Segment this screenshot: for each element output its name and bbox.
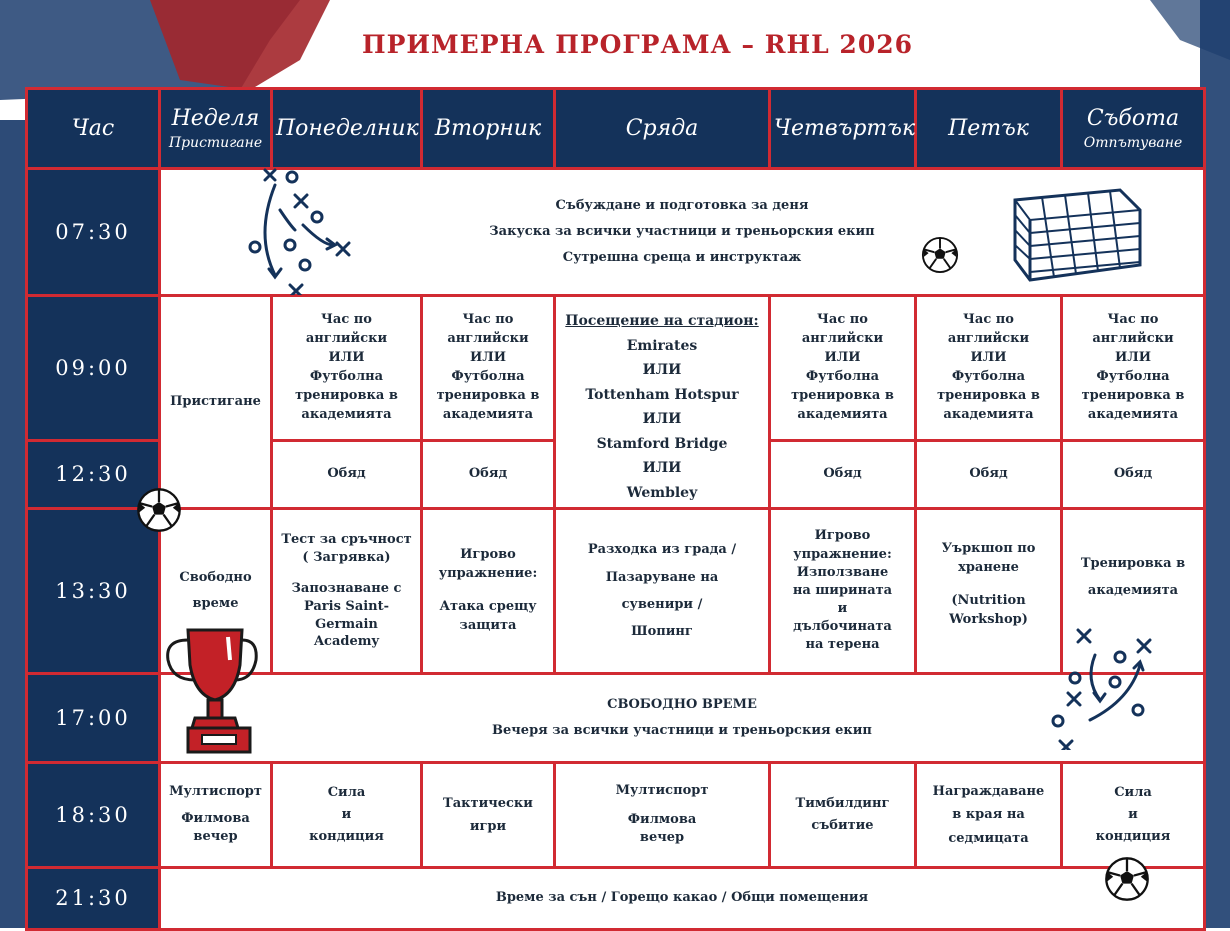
header-tuesday: Вторник <box>422 89 555 169</box>
morning-meeting-text: Сутрешна среща и инструктаж <box>562 250 802 265</box>
cell-1330-thursday <box>770 509 916 674</box>
cell-line: Germain <box>315 616 378 632</box>
cell-line: Тест за сръчност <box>281 532 412 548</box>
cell-line: Academy <box>313 634 380 650</box>
stadium-line: ИЛИ <box>642 411 682 427</box>
cell-line: Игрово <box>460 547 516 563</box>
header-saturday-label: Събота <box>1086 105 1180 131</box>
cell-line: академията <box>1087 583 1179 599</box>
time-0730: 07:30 <box>27 169 160 296</box>
cell-line: време <box>192 596 239 611</box>
cell-line: вечер <box>639 830 685 846</box>
row-2130 <box>27 868 1205 930</box>
header-sunday-label: Неделя <box>171 105 260 131</box>
soccer-ball-icon <box>921 236 959 274</box>
header-sunday-sub: Пристигане <box>168 135 263 152</box>
lesson-line: Футболна <box>1096 369 1170 384</box>
cell-line: защита <box>459 617 517 633</box>
tactics-board-icon <box>1050 625 1155 750</box>
cell-line: Тренировка в <box>1080 556 1186 571</box>
cell-line: Свободно <box>179 570 252 585</box>
cell-line: кондиция <box>309 829 384 845</box>
cell-line: хранене <box>958 559 1019 575</box>
cell-line: на терена <box>805 637 880 653</box>
dinner-text: Вечеря за всички участници и треньорския екип <box>492 723 872 738</box>
lesson-line: академията <box>797 406 888 422</box>
cell-1330-tuesday <box>422 509 555 674</box>
cell-line: дълбочината <box>793 619 892 635</box>
soccer-ball-icon <box>136 487 182 533</box>
header-monday: Понеделник <box>272 89 422 169</box>
cell-1830-friday <box>916 763 1062 868</box>
row-1830 <box>27 763 1205 868</box>
free-time-text: СВОБОДНО ВРЕМЕ <box>607 697 757 712</box>
football-goal-icon <box>1010 185 1145 285</box>
cell-1830-saturday <box>1062 763 1205 868</box>
cell-line: събитие <box>811 818 874 833</box>
lesson-line: Футболна <box>309 369 384 384</box>
cell-line: в края на <box>952 807 1025 823</box>
cell-1230-thursday: Обяд <box>770 441 916 509</box>
lesson-line: Футболна <box>805 369 880 384</box>
lesson-line: академията <box>301 406 392 422</box>
cell-line: Игрово <box>814 528 871 544</box>
cell-line: ( Загрявка) <box>302 549 391 565</box>
stadium-visit-title: Посещение на стадион: <box>565 313 759 329</box>
cell-line: (Nutrition <box>951 592 1026 608</box>
time-1230: 12:30 <box>27 441 160 509</box>
header-row <box>27 89 1205 169</box>
lesson-line: Час по <box>1107 312 1159 328</box>
stadium-line: Emirates <box>626 337 698 354</box>
time-1830: 18:30 <box>27 763 160 868</box>
time-2130: 21:30 <box>27 868 160 930</box>
cell-line: и <box>1128 806 1138 822</box>
time-1330: 13:30 <box>27 509 160 674</box>
stadium-line: ИЛИ <box>642 362 682 378</box>
cell-line: Сила <box>327 784 366 800</box>
cell-line: Workshop) <box>949 611 1028 627</box>
header-thursday: Четвъртък <box>770 89 916 169</box>
cell-0900-saturday <box>1062 296 1205 441</box>
header-friday: Петък <box>916 89 1062 169</box>
header-sunday <box>160 89 272 169</box>
cell-1830-wednesday <box>555 763 770 868</box>
lesson-line: ИЛИ <box>970 350 1007 366</box>
cell-line: игри <box>469 819 507 834</box>
cell-line: упражнение: <box>438 566 538 582</box>
stadium-line: Tottenham Hotspur <box>585 386 739 403</box>
cell-0900-wednesday <box>555 296 770 509</box>
cell-line: Пазаруване на <box>605 569 719 585</box>
cell-line: Мултиспорт <box>615 782 709 798</box>
lesson-line: академията <box>1087 406 1179 422</box>
page-title: ПРИМЕРНА ПРОГРАМА – RHL 2026 <box>361 30 914 59</box>
breakfast-text: Закуска за всички участници и треньорския екип <box>489 224 875 239</box>
stadium-line: ИЛИ <box>642 460 682 476</box>
stadium-line: Stamford Bridge <box>596 435 728 452</box>
lesson-line: Час по <box>963 312 1014 328</box>
lesson-line: академията <box>442 406 534 422</box>
lesson-line: ИЛИ <box>1114 350 1152 366</box>
lesson-line: ИЛИ <box>469 350 507 366</box>
cell-1700-all <box>160 674 1205 763</box>
lesson-line: ИЛИ <box>328 350 365 366</box>
cell-0900-sunday: Пристигане <box>160 296 272 509</box>
cell-line: Атака срещу <box>439 599 537 614</box>
lesson-line: английски <box>305 331 388 347</box>
lesson-line: Час по <box>321 312 372 328</box>
lesson-line: тренировка в <box>791 387 894 403</box>
cell-line: Филмова <box>627 811 697 827</box>
cell-line: Сила <box>1114 784 1152 800</box>
wake-up-text: Събуждане и подготовка за деня <box>555 198 809 213</box>
lesson-line: академията <box>943 406 1034 422</box>
tactics-board-icon <box>245 165 365 295</box>
cell-line: Използване <box>796 564 889 580</box>
lesson-line: тренировка в <box>295 387 398 403</box>
cell-line: Тимбилдинг <box>795 795 890 811</box>
lesson-line: тренировка в <box>1081 387 1185 403</box>
cell-line: вечер <box>193 829 238 845</box>
soccer-ball-icon <box>1104 856 1150 902</box>
lesson-line: английски <box>947 331 1030 347</box>
lesson-line: Футболна <box>451 369 525 384</box>
cell-0900-monday <box>272 296 422 441</box>
header-wednesday: Сряда <box>555 89 770 169</box>
cell-1830-sunday <box>160 763 272 868</box>
cell-1230-saturday: Обяд <box>1062 441 1205 509</box>
cell-line: Уъркшоп по <box>941 541 1036 556</box>
cell-line: упражнение: <box>793 546 892 562</box>
cell-1330-monday <box>272 509 422 674</box>
cell-1830-monday <box>272 763 422 868</box>
header-hour: Час <box>27 89 160 169</box>
cell-line: сувенири / <box>621 597 703 612</box>
lesson-line: английски <box>801 331 884 347</box>
cell-line: Разходка из града / <box>587 542 737 558</box>
cell-line: Шопинг <box>631 624 693 640</box>
lesson-line: Футболна <box>951 369 1026 384</box>
cell-1230-monday: Обяд <box>272 441 422 509</box>
cell-0900-thursday <box>770 296 916 441</box>
cell-1330-friday <box>916 509 1062 674</box>
lesson-line: тренировка в <box>937 387 1040 403</box>
cell-line: кондиция <box>1095 829 1171 845</box>
trophy-icon <box>160 625 260 755</box>
time-0900: 09:00 <box>27 296 160 441</box>
lesson-line: Час по <box>462 312 514 328</box>
cell-1330-wednesday <box>555 509 770 674</box>
cell-1830-tuesday <box>422 763 555 868</box>
lesson-line: Час по <box>817 312 868 328</box>
lesson-line: английски <box>447 331 529 347</box>
cell-0900-tuesday <box>422 296 555 441</box>
lesson-line: английски <box>1092 331 1174 347</box>
cell-1830-thursday <box>770 763 916 868</box>
cell-1230-friday: Обяд <box>916 441 1062 509</box>
cell-line: и <box>341 806 352 822</box>
cell-2130-all: Време за сън / Горещо какао / Общи помещения <box>160 868 1205 930</box>
cell-line: седмицата <box>948 830 1029 846</box>
row-0900 <box>27 296 1205 441</box>
header-saturday-sub: Отпътуване <box>1083 135 1183 152</box>
time-1700: 17:00 <box>27 674 160 763</box>
cell-line: Тактически <box>443 795 533 811</box>
cell-line: Филмова <box>181 810 250 826</box>
cell-1230-tuesday: Обяд <box>422 441 555 509</box>
stadium-line: Wembley <box>626 484 698 501</box>
cell-line: на ширината <box>792 582 893 598</box>
cell-line: Paris Saint- <box>303 599 390 614</box>
lesson-line: ИЛИ <box>824 350 861 366</box>
lesson-line: тренировка в <box>436 387 540 403</box>
cell-line: и <box>837 601 848 617</box>
cell-line: Награждаване <box>932 783 1045 799</box>
header-saturday <box>1062 89 1205 169</box>
cell-line: Мултиспорт <box>169 783 262 799</box>
cell-0900-friday <box>916 296 1062 441</box>
cell-line: Запознаване с <box>291 581 402 597</box>
